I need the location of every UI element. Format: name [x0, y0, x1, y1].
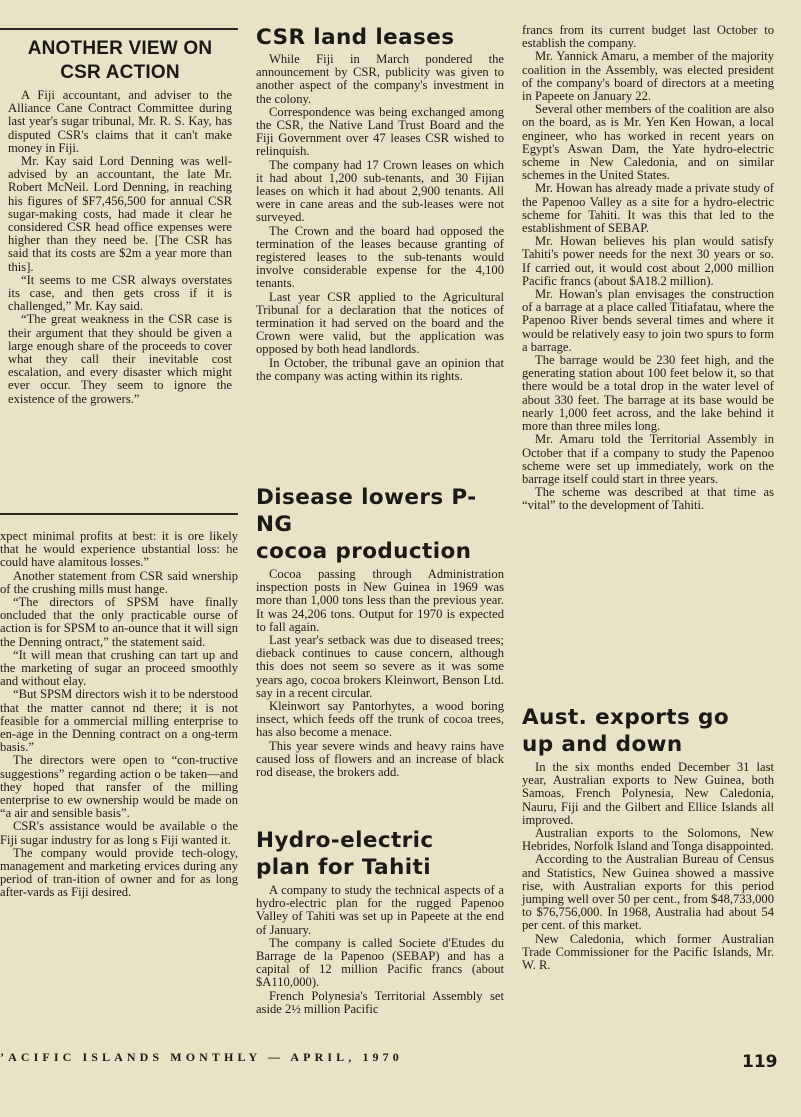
- paragraph: “It will mean that crushing can tart up and the marketing of sugar an proceed smoothly and without elay.: [0, 647, 238, 689]
- headline: ANOTHER VIEW ON: [27, 38, 213, 59]
- article-hydro-continued: [522, 24, 774, 513]
- paragraph: The company would provide tech-ology, management and marketing ervices during any period of tran-ition of owner and for as long after-vards as Fiji desired.: [0, 845, 238, 900]
- page-footer: [0, 1050, 801, 1117]
- paragraph: Kleinwort say Pantorhytes, a wood boring insect, which feeds off the trunk of cocoa trees, has also become a menace.: [256, 699, 504, 740]
- paragraph: A Fiji accountant, and adviser to the Alliance Cane Contract Committee during last year's sugar tribunal, Mr. R. S. Kay, has disputed CSR's claims that it can't make money in Fiji.: [8, 88, 232, 155]
- paragraph: Cocoa passing through Administration inspection posts in New Guinea in 1969 was more than 1,000 tons less than the previous year. It was 24,206 tons. Output for 1970 is expected to fall again.: [256, 567, 504, 634]
- paragraph: While Fiji in March pondered the announcement by CSR, publicity was given to another aspect of the company's investment in the colony.: [256, 52, 504, 106]
- headline: Hydro-electric: [256, 828, 434, 853]
- headline: Aust. exports go: [522, 705, 730, 730]
- paragraph: French Polynesia's Territorial Assembly set aside 2½ million Pacific: [256, 988, 504, 1016]
- article-csr-action: [8, 37, 232, 406]
- paragraph: Mr. Howan believes his plan would satisfy Tahiti's power needs for the next 30 years or so. If carried out, it would cost about 2,000 million Pacific francs (about $A18.2 million).: [522, 234, 774, 288]
- headline-line-2: plan for Tahiti: [256, 855, 431, 880]
- paragraph: Last year CSR applied to the Agricultural Tribunal for a declaration that the notices of termination it had served on the board and the Crown were valid, but the application was opposed by both head landlords.: [256, 289, 504, 357]
- paragraph: “But SPSM directors wish it to be nderstood that the matter cannot nd there; it is not feasible for a ommercial milling enterprise to en-age in the Denning contract on a ong-term basis.”: [0, 687, 238, 755]
- paragraph: In the six months ended December 31 last year, Australian exports to New Guinea, both Samoas, French Polynesia, New Caledonia, Nauru, Fiji and the Gilbert and Ellice Islands all improved.: [522, 760, 774, 827]
- paragraph: The directors were open to “con-tructive suggestions” regarding action o be taken—and they hoped that ransfer of the milling enterprise to ew ownership would be made on “a air and sensible basis”.: [0, 753, 238, 821]
- headline-line-2: cocoa production: [256, 539, 472, 564]
- article-aust-exports: [522, 704, 774, 972]
- paragraph: Another statement from CSR said wnership of the crushing mills must hange.: [0, 568, 238, 596]
- paragraph: Australian exports to the Solomons, New Hebrides, Norfolk Island and Tonga disappointed.: [522, 826, 774, 854]
- paragraph: Mr. Kay said Lord Denning was well-advised by an accountant, the late Mr. Robert McNeil. Lord Denning, in reaching his figures of $F7,456,500 for annual CSR sugar-making costs, had made it clear he considered CSR head office expenses were higher than they need be. [The CSR has said that its costs are $2m a year more than this].: [8, 154, 232, 274]
- headline-line-2: up and down: [522, 732, 683, 757]
- paragraph: A company to study the technical aspects of a hydro-electric plan for the rugged Papenoo Valley of Tahiti was set up in Papeete at the end of January.: [256, 883, 504, 937]
- paragraph: Several other members of the coalition are also on the board, as is Mr. Yen Ken Howan, a local engineer, who has worked in recent years on Egypt's Aswan Dam, the Yate hydro-electric scheme in New Caledonia, and on similar schemes in the United States.: [522, 102, 774, 183]
- paragraph: Mr. Yannick Amaru, a member of the majority coalition in the Assembly, was elected president of the company's board of directors at a meeting in Papeete on January 22.: [522, 49, 774, 104]
- article-csr-land-leases: [256, 24, 504, 383]
- paragraph: xpect minimal profits at best: it is ore likely that he would experience ubstantial loss: he could have alamitous losses.”: [0, 529, 238, 570]
- publication-line: ’ACIFIC ISLANDS MONTHLY — APRIL, 1970: [0, 1050, 403, 1064]
- paragraph: “It seems to me CSR always overstates its case, and then gets cross if it is challenged,” Mr. Kay said.: [8, 272, 232, 314]
- paragraph: Correspondence was being exchanged among the CSR, the Native Land Trust Board and the Fiji Government over 47 leases CSR wished to relinquish.: [256, 104, 504, 159]
- headline-line-2: CSR ACTION: [60, 62, 180, 83]
- paragraph: Mr. Howan has already made a private study of the Papenoo Valley as a site for a hydro-electric scheme for Tahiti. It was this that led to the establishment of SEBAP.: [522, 181, 774, 236]
- paragraph: CSR's assistance would be available o the Fiji sugar industry for as long s Fiji wanted it.: [0, 819, 238, 847]
- paragraph: New Caledonia, which former Australian Trade Commissioner for the Pacific Islands, Mr. W. R.: [522, 931, 774, 973]
- paragraph: The company had 17 Crown leases on which it had about 1,200 sub-tenants, and 30 Fijian leases on which it had about 2,900 tenants. All were in cane areas and the sub-leases were not surveyed.: [256, 157, 504, 225]
- paragraph: In October, the tribunal gave an opinion that the company was acting within its rights.: [256, 355, 504, 383]
- paragraph: “The great weakness in the CSR case is their argument that they should be given a large enough share of the proceeds to cover what they call their inevitable cost escalation, and every disaster which might ever occur. They seem to ignore the existence of the growers.”: [8, 312, 232, 406]
- paragraph: The barrage would be 230 feet high, and the generating station about 100 feet below it, so that there would be a total drop in the water level of about 330 feet. The barrage at its base would be nearly 1,000 feet across, and the lake behind it more than three miles long.: [522, 353, 774, 434]
- paragraph: Mr. Amaru told the Territorial Assembly in October that if a company to study the Papenoo scheme were set up immediately, work on the barrage itself could start in three years.: [522, 432, 774, 486]
- paragraph: The Crown and the board had opposed the termination of the leases because granting of registered leases to the sub-tenants would involve considerable expense for the 4,100 tenants.: [256, 223, 504, 291]
- section-rule: [0, 513, 238, 515]
- paragraph: According to the Australian Bureau of Census and Statistics, New Guinea showed a massive rise, with Australian exports for this period jumping well over 50 per cent., from $48,733,000 to $76,756,000. In 1968, Australia had about 54 per cent. of this market.: [522, 852, 774, 933]
- article-cocoa: [256, 484, 504, 779]
- paragraph: Mr. Howan's plan envisages the construction of a barrage at a place called Titiafatau, where the Papenoo River bends several times and where it would be relatively easy to join two spurs to form a barrage.: [522, 287, 774, 354]
- headline: Disease lowers P-NG: [256, 485, 477, 537]
- top-rule: [0, 28, 238, 30]
- headline: CSR land leases: [256, 25, 455, 50]
- page-number: 119: [742, 1052, 778, 1072]
- paragraph: Last year's setback was due to diseased trees; dieback continues to cause concern, although this does not seem so severe as it was some years ago, cocoa brokers Kleinwort, Benson Ltd. say in a recent circular.: [256, 633, 504, 700]
- paragraph: This year severe winds and heavy rains have caused loss of flowers and an increase of black rod disease, the brokers add.: [256, 738, 504, 780]
- paragraph: francs from its current budget last October to establish the company.: [522, 23, 774, 51]
- paragraph: The company is called Societe d'Etudes du Barrage de la Papenoo (SEBAP) and has a capital of 12 million Pacific francs (about $A110,000).: [256, 935, 504, 990]
- paragraph: “The directors of SPSM have finally oncluded that the only practicable ourse of action is for SPSM to an-ounce that it will sign the Denning ontract,” the statement said.: [0, 595, 238, 649]
- article-continued: [0, 530, 238, 900]
- article-hydro-electric: [256, 827, 504, 1016]
- paragraph: The scheme was described at that time as “vital” to the development of Tahiti.: [522, 485, 774, 513]
